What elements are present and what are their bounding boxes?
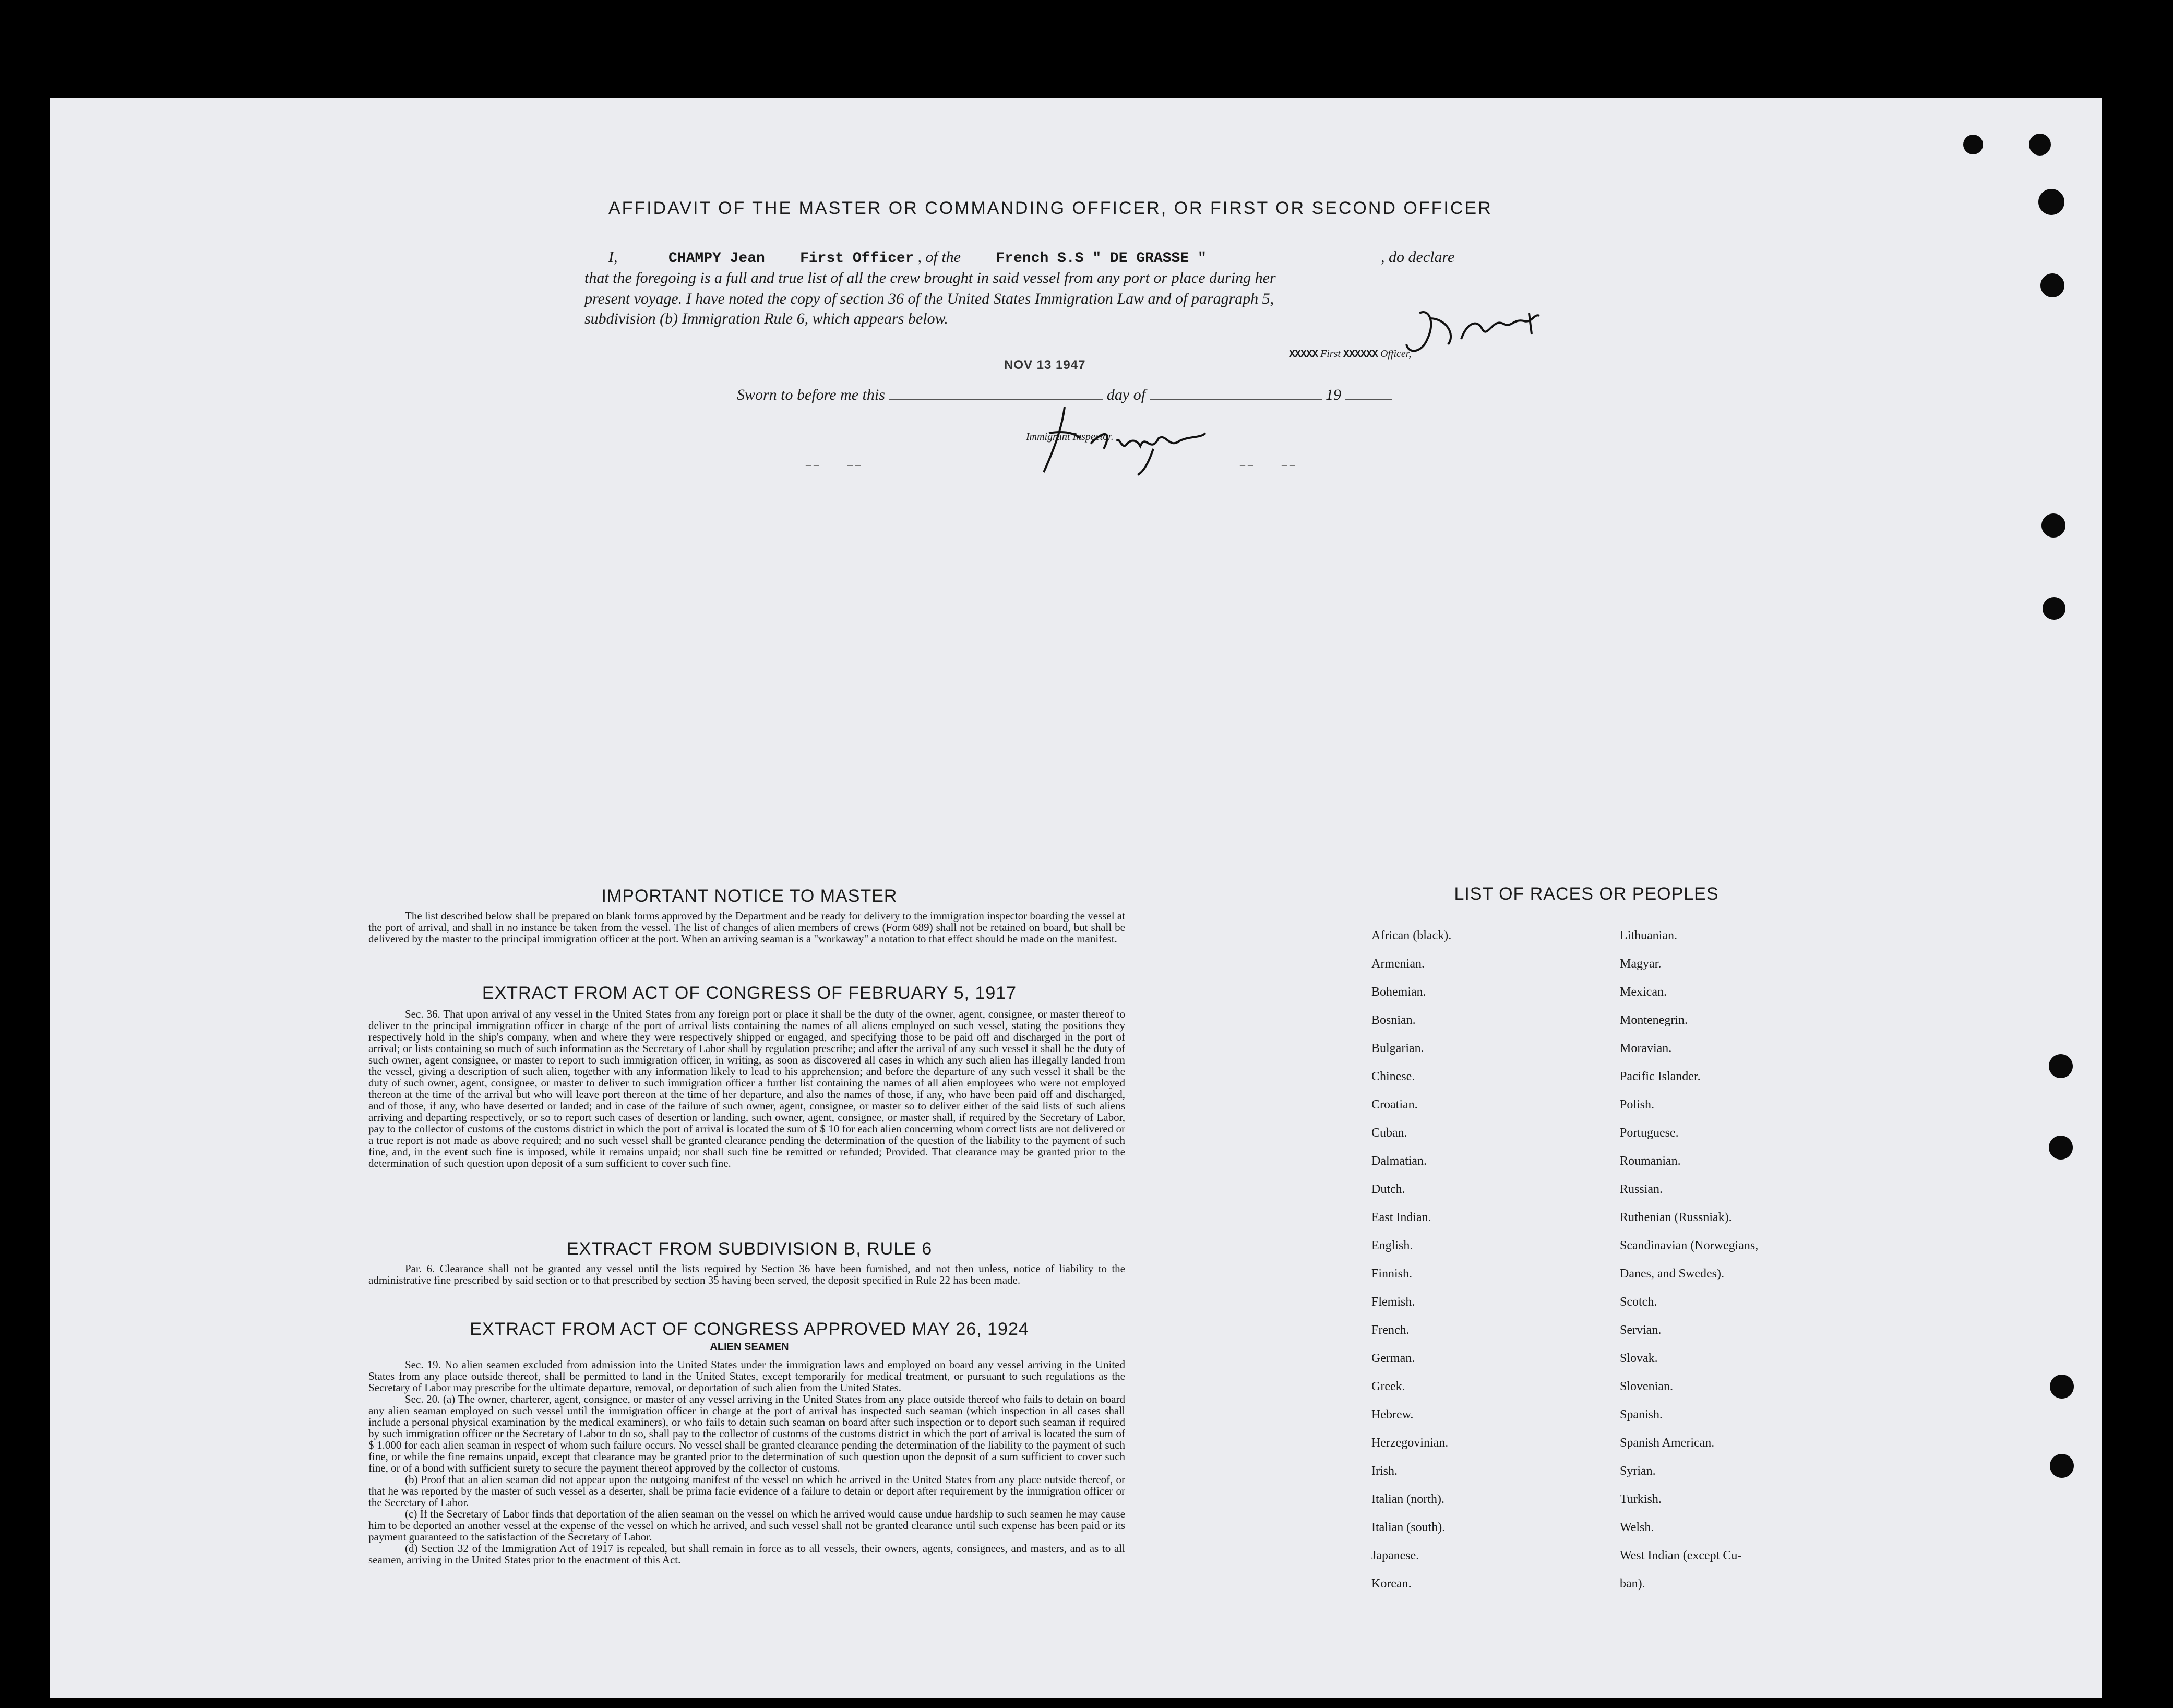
sig-first: First xyxy=(1320,348,1341,360)
vessel-field xyxy=(965,250,1377,267)
race-item: Mexican. xyxy=(1620,985,1667,999)
ruling-mark: – – – – xyxy=(806,459,861,471)
notice-title: IMPORTANT NOTICE TO MASTER xyxy=(601,886,898,906)
race-item: Servian. xyxy=(1620,1323,1662,1337)
race-item: East Indian. xyxy=(1371,1211,1431,1224)
race-item: English. xyxy=(1371,1239,1413,1252)
race-item: Greek. xyxy=(1371,1380,1405,1393)
race-item: Roumanian. xyxy=(1620,1154,1681,1168)
date-stamp: NOV 13 1947 xyxy=(1004,358,1086,372)
officer-name: CHAMPY Jean xyxy=(668,250,765,267)
punch-hole xyxy=(2038,189,2064,215)
race-item: Bosnian. xyxy=(1371,1013,1416,1027)
sec20c-paragraph: (c) If the Secretary of Labor finds that deportation of the alien seaman on the vessel on which he arrived would cause undue hardship to such seamen he may cause him to be deported an another vessel at the expense of the vessel on which he arrived, and such vessel shall not be granted clearance until such expense has been paid or its payment guaranteed to the satisfaction of the Secretary of Labor. xyxy=(368,1508,1125,1543)
sig-officer: Officer, xyxy=(1380,348,1412,360)
race-item: Armenian. xyxy=(1371,957,1425,971)
vessel-name: French S.S " DE GRASSE " xyxy=(996,250,1207,267)
race-item: Spanish. xyxy=(1620,1408,1663,1422)
punch-hole xyxy=(2043,597,2065,620)
extract-1924-body xyxy=(368,1359,1125,1566)
officer-rank: First Officer xyxy=(800,250,914,267)
officer-name-field xyxy=(622,250,914,267)
race-item: Ruthenian (Russniak). xyxy=(1620,1211,1732,1224)
race-item: African (black). xyxy=(1371,929,1452,942)
race-item: Spanish American. xyxy=(1620,1436,1715,1450)
race-item: Bohemian. xyxy=(1371,985,1426,999)
affidavit-line-4: subdivision (b) Immigration Rule 6, which appears below. xyxy=(584,310,948,327)
punch-hole xyxy=(2049,1136,2073,1160)
affidavit-line-1 xyxy=(608,248,1454,267)
race-item: Slovenian. xyxy=(1620,1380,1673,1393)
race-item: Hebrew. xyxy=(1371,1408,1414,1422)
race-item: Polish. xyxy=(1620,1098,1655,1112)
race-item: Montenegrin. xyxy=(1620,1013,1688,1027)
punch-hole xyxy=(2049,1054,2073,1078)
year-prefix: 19 xyxy=(1326,386,1342,403)
race-item: Scandinavian (Norwegians, xyxy=(1620,1239,1759,1252)
punch-hole xyxy=(2050,1454,2074,1478)
day-of-text: day of xyxy=(1106,386,1146,403)
affidavit-line-2: that the foregoing is a full and true list of all the crew brought in said vessel from any port or place during her xyxy=(584,269,1276,286)
race-item: Syrian. xyxy=(1620,1464,1656,1478)
affidavit-line-3: present voyage. I have noted the copy of section 36 of the United States Immigration Law and of paragraph 5, xyxy=(584,290,1274,307)
punch-hole xyxy=(1963,135,1983,154)
sec20b-paragraph: (b) Proof that an alien seaman did not appear upon the outgoing manifest of the vessel on which he arrived in the United States from any place outside thereof, or that he was reported by the master of such vessel as a deserter, shall be prima facie evidence of a failure to detain or deport after requirement by the immigration officer or the Secretary of Labor. xyxy=(368,1473,1125,1509)
sworn-text: Sworn to before me this xyxy=(737,386,885,403)
sec20a-paragraph: Sec. 20. (a) The owner, charterer, agent, consignee, or master of any vessel arriving in the United States from any place outside thereof who fails to detain on board any alien seaman employed on such vessel until the immigration officer in charge at the port of arrival has inspected such seaman (which inspection in all cases shall include a personal physical examination by the medical examiners), or who fails to detain such seaman on board after such inspection or to deport such seaman if required by such immigration officer or the Secretary of Labor to do so, shall pay to the collector of customs of the customs district in which the port of arrival is located the sum of $ 1.000 for each alien seaman in respect of whom such failure occurs. No vessel shall be granted clearance pending the determination of the liability to the payment of such fine, or while the fine remains unpaid, except that clearance may be granted prior to the determination of such question upon the deposit of a sum sufficient to cover such fine, or of a bond with sufficient surety to secure the payment thereof approved by the collector of customs. xyxy=(368,1393,1125,1474)
race-item: Italian (north). xyxy=(1371,1492,1444,1506)
signature-label xyxy=(1289,347,1576,361)
do-declare-text: , do declare xyxy=(1381,248,1455,266)
ruling-mark: – – – – xyxy=(1240,459,1295,471)
race-item: Flemish. xyxy=(1371,1295,1415,1309)
race-item: Croatian. xyxy=(1371,1098,1418,1112)
race-item: Irish. xyxy=(1371,1464,1398,1478)
struck-label: XXXXX xyxy=(1289,349,1318,361)
race-item: German. xyxy=(1371,1352,1415,1365)
of-the-text: , of the xyxy=(917,248,961,266)
inspector-label: Immigrant Inspector. xyxy=(1026,431,1114,443)
punch-hole xyxy=(2050,1375,2074,1399)
race-item: Turkish. xyxy=(1620,1492,1662,1506)
race-item: Bulgarian. xyxy=(1371,1042,1424,1055)
race-item: Dalmatian. xyxy=(1371,1154,1427,1168)
race-item: Korean. xyxy=(1371,1577,1412,1591)
extract-1917-body: Sec. 36. That upon arrival of any vessel in the United States from any foreign port or place it shall be the duty of the owner, agent, consignee, or master thereof to deliver to the principal immigration officer in charge of the port of arrival lists containing the names of all aliens employed on such vessel, stating the positions they respectively hold in the ship's company, when and where they were respectively shipped or engaged, and specifying those to be paid off and discharged in the port of arrival; or lists containing so much of such information as the Secretary of Labor shall by regulation prescribe; and after the arrival of any such vessel it shall be the duty of such owner, agent consignee, or master to report to such immigration officer, in writing, as soon as discovered all cases in which any such alien has illegally landed from the vessel, giving a description of such alien, together with any information likely to lead to his apprehension; and before the departure of any such vessel it shall be the duty of such owner, agent, consignee, or master to deliver to such immigration officer a further list containing the names of all alien employees who were not employed thereon at the time of the arrival but who will leave port thereon at the time of her departure, and also the names of those, if any, who have been paid off and discharged, and of those, if any, who have deserted or landed; and in case of the failure of such owner, agent, consignee, or master so to deliver either of the said lists of such aliens arriving and departing respectively, or so to report such cases of desertion or landing, such owner, agent, consignee, or master shall, if required by the Secretary of Labor, pay to the collector of customs of the customs district in which the port of arrival is located the sum of $ 10 for each alien concerning whom correct lists are not delivered or a true report is not made as above required; and no such vessel shall be granted clearance pending the determination of the question of the liability to the payment of such fine, and, in the event such fine is imposed, while it remains unpaid; nor shall such fine be remitted or refunded; Provided. That clearance may be granted prior to the determination of such question upon deposit of a sum sufficient to cover such fine. xyxy=(368,1008,1125,1169)
race-item: ban). xyxy=(1620,1577,1645,1591)
extract-rule6-title: EXTRACT FROM SUBDIVISION B, RULE 6 xyxy=(566,1239,933,1259)
race-item: Magyar. xyxy=(1620,957,1662,971)
race-item: Italian (south). xyxy=(1371,1521,1446,1534)
punch-hole xyxy=(2040,273,2064,297)
punch-hole xyxy=(2029,134,2051,156)
sec19-paragraph: Sec. 19. No alien seamen excluded from admission into the United States under the immigration laws and employed on board any vessel arriving in the United States from any place outside thereof, shall be permitted to land in the United States, except temporarily for medical treatment, or pursuant to such regulations as the Secretary of Labor may prescribe for the ultimate departure, removal, or deportation of such alien from the United States. xyxy=(368,1358,1125,1394)
race-item: Portuguese. xyxy=(1620,1126,1679,1140)
ruling-mark: – – – – xyxy=(1240,532,1295,544)
notice-body: The list described below shall be prepared on blank forms approved by the Department and be ready for delivery to the immigration inspector boarding the vessel at the port of arrival, and shall in no instance be taken from the vessel. The list of changes of alien members of crews (Form 689) shall not be retained on board, but shall be delivered by the master to the principal immigration officer at the port. When an arriving seaman is a "workaway" a notation to that effect should be made on the manifest. xyxy=(368,910,1125,945)
race-item: French. xyxy=(1371,1323,1410,1337)
race-item: Chinese. xyxy=(1371,1070,1415,1083)
extract-rule6-body: Par. 6. Clearance shall not be granted any vessel until the lists required by Section 36 have been furnished, and not then unless, notice of liability to the administrative fine prescribed by said section or to that prescribed by section 35 having been served, the deposit specified in Rule 22 has been made. xyxy=(368,1262,1125,1286)
sec20d-paragraph: (d) Section 32 of the Immigration Act of 1917 is repealed, but shall remain in force as to all vessels, their owners, agents, consignees, and masters, and as to all seamen, arriving in the United States prior to the enactment of this Act. xyxy=(368,1542,1125,1566)
sworn-line xyxy=(737,386,1392,404)
extract-1924-title: EXTRACT FROM ACT OF CONGRESS APPROVED MAY 26, 1924 xyxy=(470,1319,1029,1339)
alien-seamen-subtitle: ALIEN SEAMEN xyxy=(710,1341,789,1353)
race-item: Scotch. xyxy=(1620,1295,1657,1309)
race-item: Lithuanian. xyxy=(1620,929,1677,942)
race-item: Dutch. xyxy=(1371,1183,1405,1196)
race-item: West Indian (except Cu- xyxy=(1620,1549,1742,1562)
race-item: Russian. xyxy=(1620,1183,1663,1196)
affidavit-prefix: I, xyxy=(608,248,618,266)
race-item: Japanese. xyxy=(1371,1549,1419,1562)
ruling-mark: – – – – xyxy=(806,532,861,544)
race-item: Finnish. xyxy=(1371,1267,1413,1281)
race-item: Welsh. xyxy=(1620,1521,1654,1534)
race-item: Danes, and Swedes). xyxy=(1620,1267,1724,1281)
affidavit-title: AFFIDAVIT OF THE MASTER OR COMMANDING OFFICER, OR FIRST OR SECOND OFFICER xyxy=(608,198,1493,218)
punch-hole xyxy=(2041,513,2065,538)
race-item: Herzegovinian. xyxy=(1371,1436,1449,1450)
race-item: Moravian. xyxy=(1620,1042,1672,1055)
races-title: LIST OF RACES OR PEOPLES xyxy=(1454,884,1719,904)
struck-label-2: XXXXXX xyxy=(1343,349,1378,361)
race-item: Slovak. xyxy=(1620,1352,1658,1365)
race-item: Cuban. xyxy=(1371,1126,1407,1140)
extract-1917-title: EXTRACT FROM ACT OF CONGRESS OF FEBRUARY 5, 1917 xyxy=(482,983,1017,1003)
race-item: Pacific Islander. xyxy=(1620,1070,1701,1083)
